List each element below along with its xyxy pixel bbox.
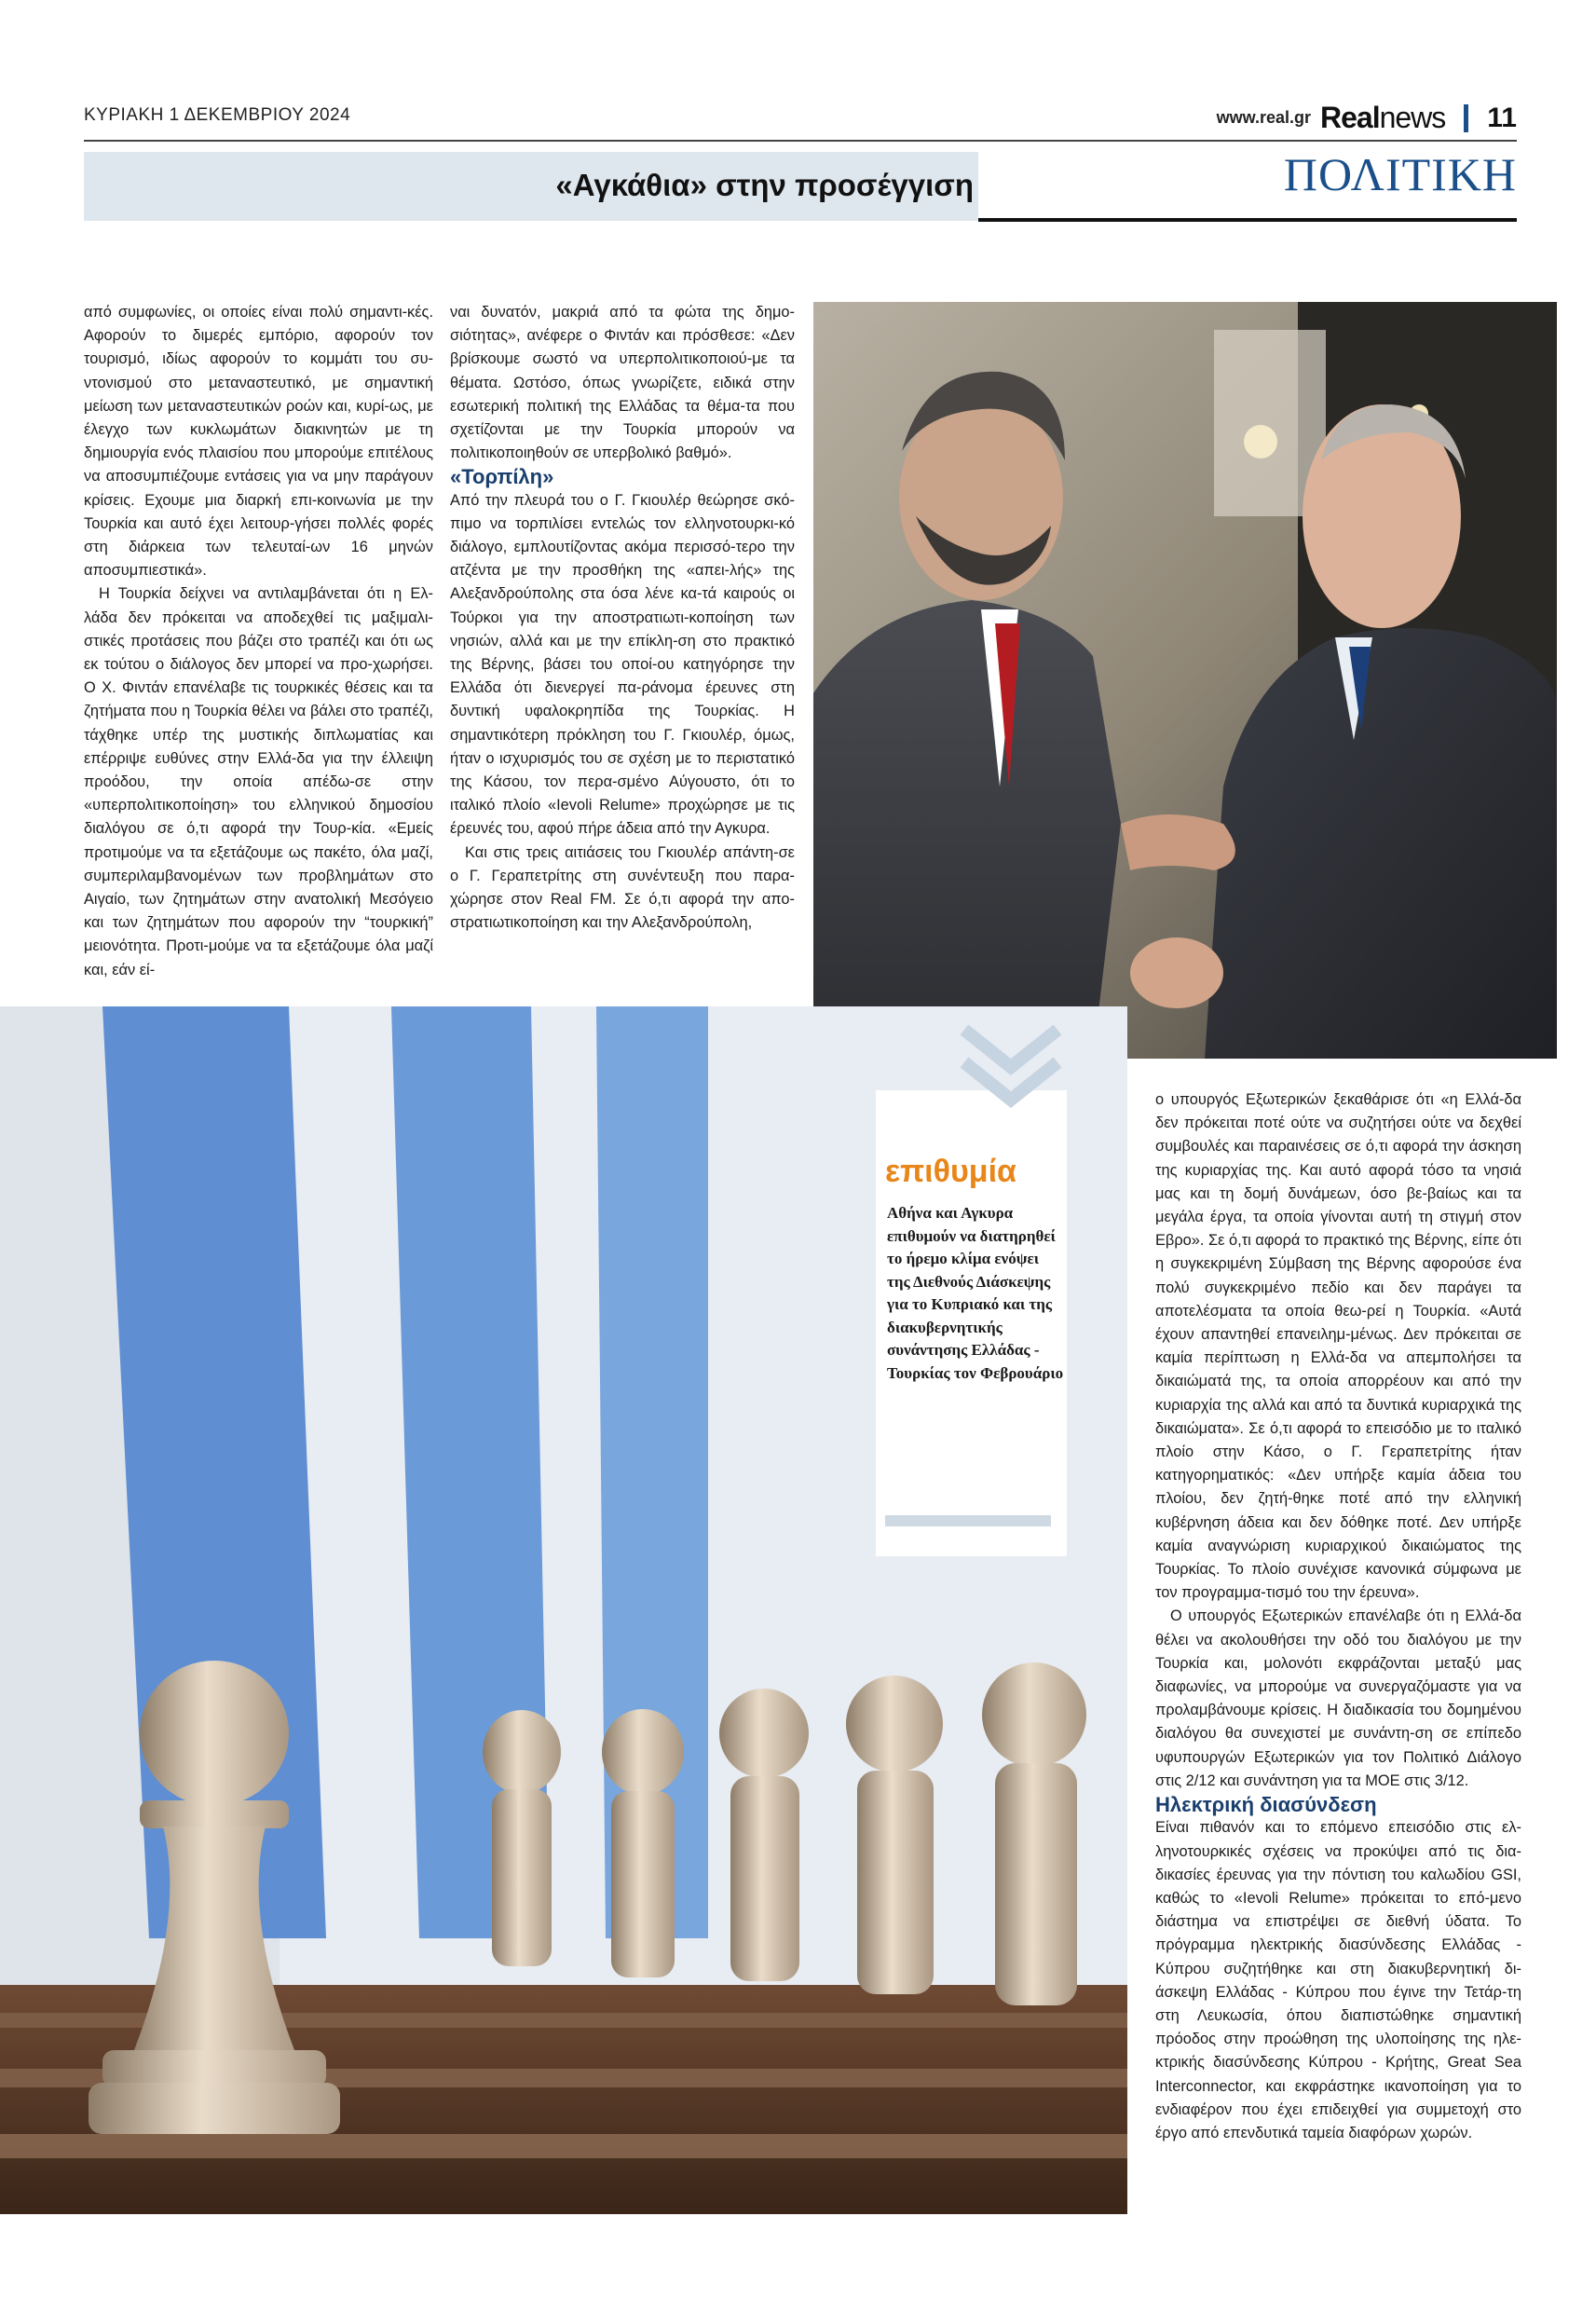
paragraph: Και στις τρεις αιτιάσεις του Γκιουλέρ απάντη-σε ο Γ. Γεραπετρίτης στη συνέντευξη που παρα-χώρησε στον Real FM. Σε ό,τι αφορά την απο-στρατιωτικοποίηση και την Αλεξανδρούπολη,	[450, 843, 795, 932]
issue-date: ΚΥΡΙΑΚΗ 1 ΔΕΚΕΜΒΡΙΟΥ 2024	[84, 105, 351, 125]
section-rule	[978, 218, 1517, 222]
brand-bold: Real	[1319, 101, 1380, 134]
masthead-divider	[1464, 104, 1468, 132]
headline: «Αγκάθια» στην προσέγγιση	[555, 168, 974, 202]
sidebar-title: επιθυμία	[885, 1154, 1016, 1189]
paragraph: Ο υπουργός Εξωτερικών επανέλαβε ότι η Ελλά-δα θέλει να ακολουθήσει την οδό του διαλόγου με την Τουρκία και, μολονότι εκφράζονται μεταξύ μας διαφωνίες, να μπορούμε να συνεργαζόμαστε για να προλαμβάνουμε κρίσεις. Η διαδικασία του δομημένου διαλόγου θα συνεχιστεί με συνάντη-ση σε επίπεδο υφυπουργών Εξωτερικών για τον Πολιτικό Διάλογο στις 2/12 και συνάντηση για τα ΜΟΕ στις 3/12.	[1155, 1607, 1521, 1789]
subheading-torpedo: «Τορπίλη»	[450, 465, 554, 489]
brand-logo	[1320, 101, 1445, 135]
handshake-image	[813, 302, 1557, 1059]
article-column-1	[84, 301, 433, 982]
header-rule	[84, 140, 1517, 142]
page-number: 11	[1487, 102, 1517, 133]
chevron-down-icon	[960, 1025, 1062, 1114]
paragraph: Είναι πιθανόν και το επόμενο επεισόδιο στις ελ-ληνοτουρκικές σχέσεις να προκύψει από τις δια-δικασίες έρευνας για την πόντιση του καλωδίου GSI, καθώς το «Ievoli Relume» πρόκειται το επό-μενο διάστημα να επιστρέψει σε διεθνή ύδατα. Το πρόγραμμα ηλεκτρικής διασύνδεσης Ελλάδας - Κύπρου συζητήθηκε και στη διακυβερνητική δι-άσκεψη Ελλάδας - Κύπρου που έγινε την Τετάρ-τη στη Λευκωσία, όπου διαπιστώθηκε σημαντική πρόοδος στην προώθηση της υλοποίησης της ηλε-κτρικής διασύνδεσης Κύπρου - Κρήτης, Great Sea Interconnector, και εκφράστηκε ικανοποίηση για το ενδιαφέρον που έχει επιδειχθεί για συμμετοχή στο έργο από επενδυτικά ταμεία διαφόρων χωρών.	[1155, 1819, 1521, 2141]
section-title: ΠΟΛΙΤΙΚΗ	[1283, 148, 1517, 200]
article-column-3	[1155, 1088, 1521, 2145]
paragraph: Από την πλευρά του ο Γ. Γκιουλέρ θεώρησε σκό-πιμο να τορπιλίσει εντελώς τον ελληνοτουρκι-κό διάλογο, εμπλουτίζοντας ακόμα περισσό-τερο την ατζέντα με την προσθήκη της «απει-λής» της Αλεξανδρούπολης στα όσα λένε κα-τά καιρούς οι Τούρκοι για την αποστρατιωτι-κοποίηση των νησιών, αλλά και με την επίκλη-ση στο πρακτικό της Βέρνης, βάσει του οποί-ου κατηγόρησε την Ελλάδα ότι διενεργεί πα-ράνομα έρευνες στη δυντική υφαλοκρηπίδα της Τουρκίας. Η σημαντικότερη πρόκληση του Γ. Γκιουλέρ, όμως, ήταν ο ισχυρισμός του σε σχέση με το περιστατικό της Κάσου, τον περα-σμένο Αύγουστο, ότι το ιταλικό πλοίο «Ievoli Relume» προχώρησε με τις έρευνές του, αφού πήρε άδεια από την Αγκυρα.	[450, 491, 795, 838]
subheading-electric: Ηλεκτρική διασύνδεση	[1155, 1793, 1377, 1817]
handshake-photo	[813, 302, 1557, 1059]
paragraph: από συμφωνίες, οι οποίες είναι πολύ σημαντι-κές. Αφορούν το διμερές εμπόριο, αφορούν τον τουρισμό, ιδίως αφορούν το κομμάτι του συ-ντονισμού στο μεταναστευτικό, με σημαντική μείωση των μεταναστευτικών ροών και, κυρί-ως, με έλεγχο των κυκλωμάτων διακινητών με τη δημιουργία ενός πλαισίου που μπορούμε επιτέλους να αποσυμπιέζουμε εντάσεις για να μην παράγουν κρίσεις. Εχουμε μια διαρκή επι-κοινωνία με την Τουρκία και αυτό έχει λειτουρ-γήσει πολλές φορές στη διάρκεια των τελευταί-ων 16 μηνών αποσυμπιεστικά».	[84, 304, 433, 580]
sidebar-text: Αθήνα και Αγκυρα επιθυμούν να διατηρηθεί το ήρεμο κλίμα ενόψει της Διεθνούς Διάσκεψης για το Κυπριακό και της διακυβερνητικής συνάντησης Ελλάδας - Τουρκίας τον Φεβρουάριο	[887, 1204, 1064, 1382]
article-column-2	[450, 301, 795, 935]
masthead	[1217, 101, 1517, 135]
brand-rest: news	[1379, 101, 1446, 134]
sidebar-bar	[885, 1515, 1051, 1526]
paragraph: ο υπουργός Εξωτερικών ξεκαθάρισε ότι «η Ελλά-δα δεν πρόκειται ποτέ ούτε να συζητήσει ούτε να δεχθεί συμβουλές και παραινέσεις σε ό,τι αφορά την άσκηση της κυριαρχίας της. Και αυτό αφορά τόσο τα νησιά μας και τη δομή δυνάμεων, όσο βε-βαίως και τα μεγάλα έργα, τα οποία γίνονται αυτή τη στιγμή στον Εβρο». Σε ό,τι αφορά το πρακτικό της Βέρνης, είπε ότι η συγκεκριμένη Σύμβαση της Βέρνης αφορούσε ένα πολύ συγκεκριμένο πεδίο και δεν παράγει τα αποτελέσματα τα οποία θεω-ρεί η Τουρκία. «Αυτά έχουν απαντηθεί επανειλημ-μένως. Δεν πρόκειται σε καμία περίπτωση η Ελλά-δα να απεμπολήσει τα δικαιώματά της, τα οποία απορρέουν και από την κυριαρχία της αλλά και από τα δυντικά κυριαρχικά της δικαιώματα». Σε ό,τι αφορά το επεισόδιο με το ιταλικό πλοίο στην Κάσο, ο Γ. Γεραπετρίτης ήταν κατηγορηματικός: «Δεν υπήρξε καμία άδεια του πλοίου, δεν ζητή-θηκε ποτέ από την ελληνική κυβέρνηση άδεια και δεν δόθηκε ποτέ. Δεν υπήρξε καμία αναγνώριση κυριαρχικού δικαιώματος της Τουρκίας. Το πλοίο συνέχισε κανονικά σύμφωνα με τον προγραμμα-τισμό του την έρευνα».	[1155, 1091, 1521, 1602]
paragraph: Η Τουρκία δείχνει να αντιλαμβάνεται ότι η Ελ-λάδα δεν πρόκειται να αποδεχθεί τις μαξιμαλι-στικές προτάσεις που βάζει στο τραπέζι και ότι ως εκ τούτου ο διάλογος δεν μπορεί να προ-χωρήσει. Ο Χ. Φιντάν επανέλαβε τις τουρκικές θέσεις και τα ζητήματα που η Τουρκία θέλει να βάλει στο τραπέζι, τάχθηκε υπέρ της μυστικής διπλωματίας και επέρριψε ευθύνες στην Ελλά-δα για την έλλειψη προόδου, την οποία απέδω-σε στην «υπερπολιτικοποίηση» του ελληνικού δημοσίου διαλόγου σε ό,τι αφορά την Τουρ-κία. «Εμείς προτιμούμε να τα εξετάζουμε ως πακέτο, όλα μαζί, συμπεριλαμβανομένων των προβλημάτων στο Αιγαίο, των ζητημάτων στην ανατολική Μεσόγειο και των ζητημάτων που αφορούν την “τουρκική” μειονότητα. Προτι-μούμε να τα εξετάζουμε όλα μαζί και, εάν εί-	[84, 585, 433, 978]
site-url[interactable]: www.real.gr	[1216, 108, 1311, 127]
paragraph: ναι δυνατόν, μακριά από τα φώτα της δημο-σιότητας», ανέφερε ο Φιντάν και πρόσθεσε: «Δεν βρίσκουμε σωστό να υπερπολιτικοποιού-με τα θέματα. Ωστόσο, όπως γνωρίζετε, ειδικά στην εσωτερική πολιτική της Ελλάδας τα θέμα-τα που σχετίζονται με την Τουρκία μπορούν να πολιτικοποιηθούν σε υπερβολικό βαθμό».	[450, 304, 795, 462]
